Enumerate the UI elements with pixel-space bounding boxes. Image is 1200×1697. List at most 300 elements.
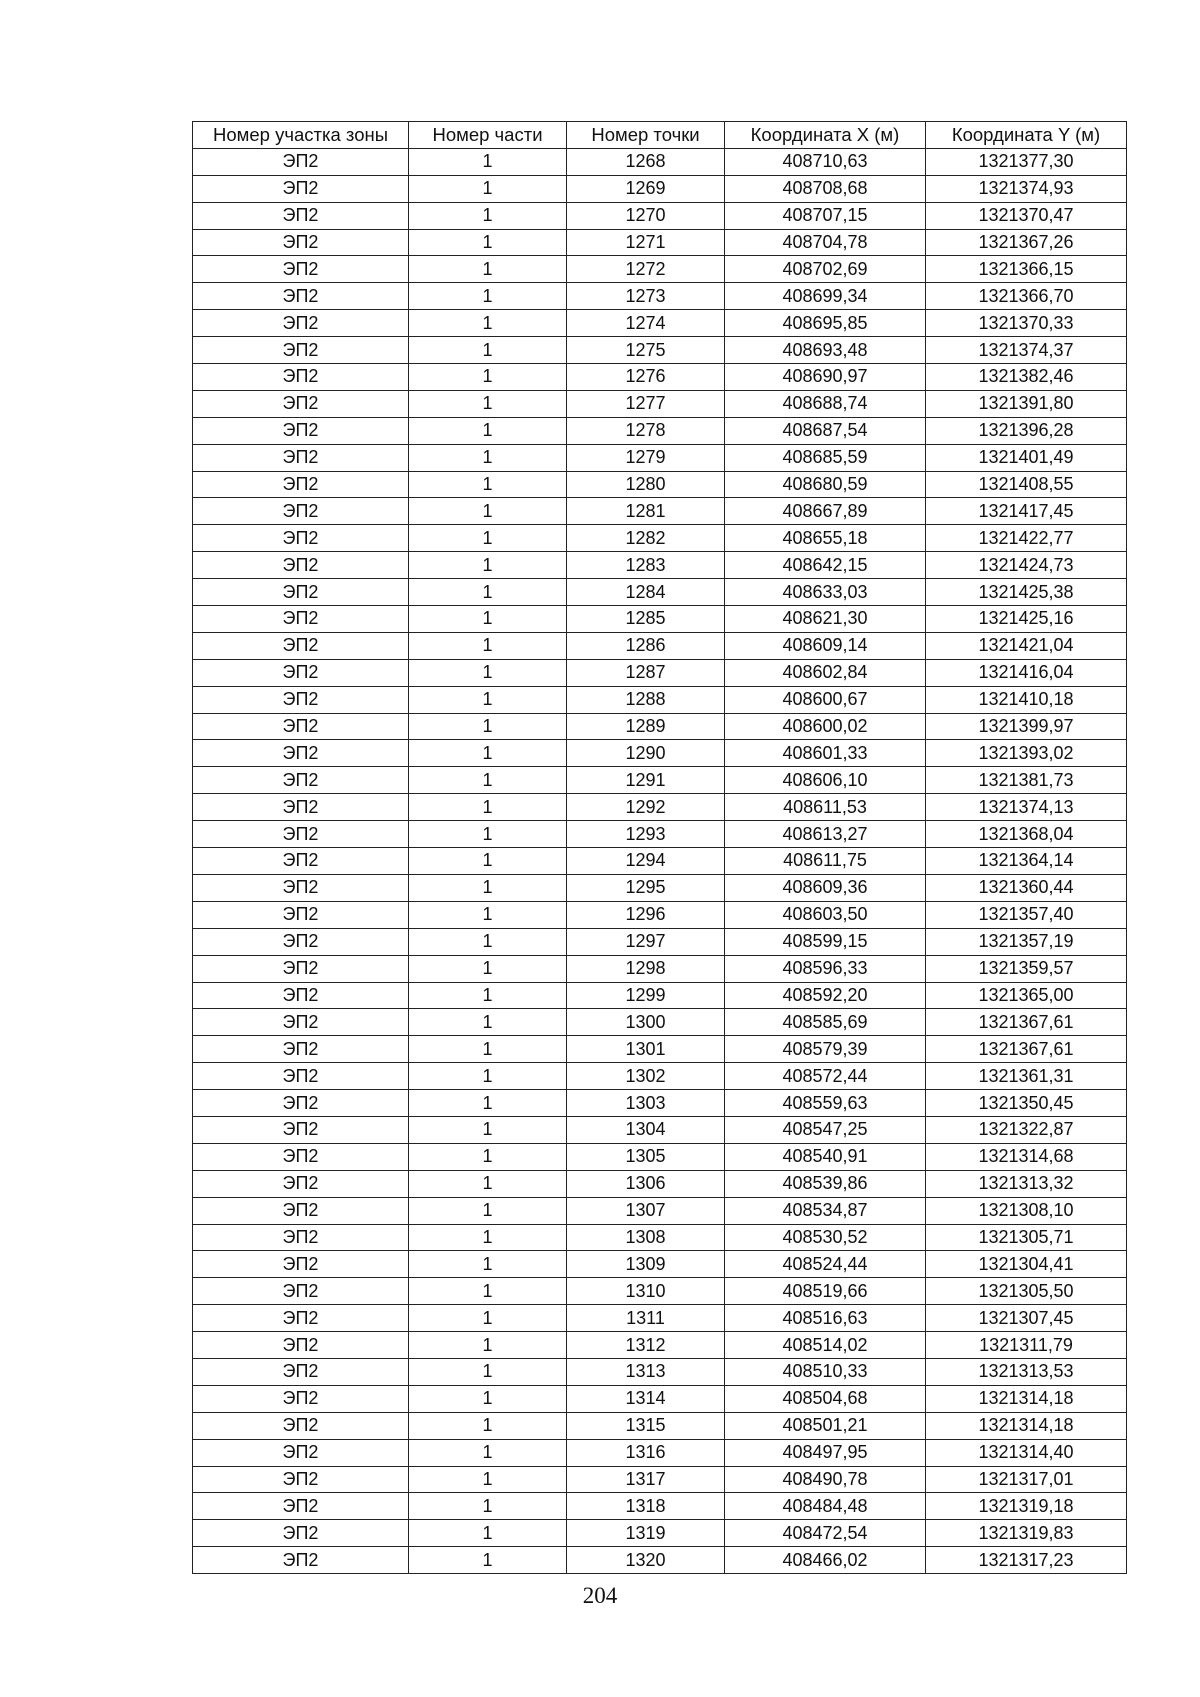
cell-zone-section: ЭП2	[193, 955, 409, 982]
table-row	[193, 202, 1127, 229]
table-row	[193, 874, 1127, 901]
cell-point-number: 1320	[567, 1547, 725, 1574]
cell-part-number: 1	[409, 874, 567, 901]
coordinates-table	[192, 121, 1127, 1574]
cell-point-number: 1293	[567, 821, 725, 848]
cell-part-number: 1	[409, 1358, 567, 1385]
cell-zone-section: ЭП2	[193, 175, 409, 202]
cell-coordinate-y: 1321374,37	[926, 337, 1127, 364]
cell-coordinate-x: 408702,69	[725, 256, 926, 283]
cell-zone-section: ЭП2	[193, 1090, 409, 1117]
table-row	[193, 1170, 1127, 1197]
cell-coordinate-x: 408592,20	[725, 982, 926, 1009]
cell-coordinate-y: 1321399,97	[926, 713, 1127, 740]
cell-coordinate-x: 408516,63	[725, 1305, 926, 1332]
cell-coordinate-x: 408695,85	[725, 310, 926, 337]
table-row	[193, 1412, 1127, 1439]
cell-zone-section: ЭП2	[193, 982, 409, 1009]
cell-part-number: 1	[409, 794, 567, 821]
cell-point-number: 1316	[567, 1439, 725, 1466]
cell-point-number: 1319	[567, 1520, 725, 1547]
cell-point-number: 1286	[567, 632, 725, 659]
cell-coordinate-x: 408490,78	[725, 1466, 926, 1493]
cell-coordinate-y: 1321317,23	[926, 1547, 1127, 1574]
cell-coordinate-y: 1321308,10	[926, 1197, 1127, 1224]
cell-coordinate-y: 1321311,79	[926, 1332, 1127, 1359]
cell-part-number: 1	[409, 1009, 567, 1036]
cell-point-number: 1279	[567, 444, 725, 471]
table-row	[193, 337, 1127, 364]
cell-point-number: 1295	[567, 874, 725, 901]
cell-coordinate-y: 1321350,45	[926, 1090, 1127, 1117]
cell-point-number: 1299	[567, 982, 725, 1009]
cell-coordinate-y: 1321360,44	[926, 874, 1127, 901]
cell-coordinate-y: 1321305,71	[926, 1224, 1127, 1251]
table-row	[193, 1493, 1127, 1520]
cell-coordinate-x: 408497,95	[725, 1439, 926, 1466]
cell-coordinate-x: 408601,33	[725, 740, 926, 767]
cell-zone-section: ЭП2	[193, 1143, 409, 1170]
table-row	[193, 498, 1127, 525]
cell-coordinate-x: 408603,50	[725, 901, 926, 928]
cell-zone-section: ЭП2	[193, 1520, 409, 1547]
table-row	[193, 794, 1127, 821]
cell-coordinate-x: 408472,54	[725, 1520, 926, 1547]
cell-zone-section: ЭП2	[193, 1466, 409, 1493]
cell-coordinate-x: 408600,67	[725, 686, 926, 713]
cell-zone-section: ЭП2	[193, 552, 409, 579]
page-number: 204	[582, 1583, 618, 1608]
cell-coordinate-y: 1321305,50	[926, 1278, 1127, 1305]
cell-coordinate-x: 408688,74	[725, 390, 926, 417]
cell-zone-section: ЭП2	[193, 821, 409, 848]
cell-part-number: 1	[409, 928, 567, 955]
cell-part-number: 1	[409, 1090, 567, 1117]
cell-zone-section: ЭП2	[193, 202, 409, 229]
cell-point-number: 1280	[567, 471, 725, 498]
cell-point-number: 1301	[567, 1036, 725, 1063]
cell-coordinate-x: 408602,84	[725, 659, 926, 686]
cell-zone-section: ЭП2	[193, 659, 409, 686]
cell-point-number: 1289	[567, 713, 725, 740]
cell-zone-section: ЭП2	[193, 632, 409, 659]
cell-coordinate-y: 1321314,18	[926, 1412, 1127, 1439]
cell-zone-section: ЭП2	[193, 1305, 409, 1332]
cell-coordinate-x: 408600,02	[725, 713, 926, 740]
cell-coordinate-x: 408710,63	[725, 148, 926, 175]
cell-point-number: 1281	[567, 498, 725, 525]
cell-zone-section: ЭП2	[193, 364, 409, 391]
cell-part-number: 1	[409, 1197, 567, 1224]
cell-zone-section: ЭП2	[193, 901, 409, 928]
cell-coordinate-y: 1321401,49	[926, 444, 1127, 471]
cell-point-number: 1288	[567, 686, 725, 713]
cell-zone-section: ЭП2	[193, 713, 409, 740]
cell-coordinate-x: 408572,44	[725, 1063, 926, 1090]
cell-point-number: 1268	[567, 148, 725, 175]
table-row	[193, 444, 1127, 471]
table-row	[193, 364, 1127, 391]
cell-coordinate-y: 1321366,15	[926, 256, 1127, 283]
cell-part-number: 1	[409, 955, 567, 982]
cell-coordinate-y: 1321374,93	[926, 175, 1127, 202]
cell-point-number: 1283	[567, 552, 725, 579]
table-row	[193, 256, 1127, 283]
table-row	[193, 1036, 1127, 1063]
cell-part-number: 1	[409, 1547, 567, 1574]
cell-coordinate-x: 408606,10	[725, 767, 926, 794]
cell-point-number: 1306	[567, 1170, 725, 1197]
cell-part-number: 1	[409, 1466, 567, 1493]
table-row	[193, 659, 1127, 686]
cell-part-number: 1	[409, 1143, 567, 1170]
cell-part-number: 1	[409, 390, 567, 417]
cell-zone-section: ЭП2	[193, 525, 409, 552]
table-row	[193, 1305, 1127, 1332]
cell-coordinate-y: 1321370,47	[926, 202, 1127, 229]
cell-coordinate-x: 408704,78	[725, 229, 926, 256]
table-row	[193, 229, 1127, 256]
cell-coordinate-y: 1321319,18	[926, 1493, 1127, 1520]
cell-point-number: 1276	[567, 364, 725, 391]
cell-part-number: 1	[409, 821, 567, 848]
cell-coordinate-y: 1321410,18	[926, 686, 1127, 713]
cell-coordinate-y: 1321317,01	[926, 1466, 1127, 1493]
cell-coordinate-x: 408690,97	[725, 364, 926, 391]
table-row	[193, 1520, 1127, 1547]
cell-point-number: 1314	[567, 1385, 725, 1412]
table-row	[193, 821, 1127, 848]
cell-zone-section: ЭП2	[193, 606, 409, 633]
cell-part-number: 1	[409, 767, 567, 794]
cell-zone-section: ЭП2	[193, 1224, 409, 1251]
cell-coordinate-y: 1321361,31	[926, 1063, 1127, 1090]
cell-coordinate-y: 1321425,16	[926, 606, 1127, 633]
cell-point-number: 1294	[567, 848, 725, 875]
cell-zone-section: ЭП2	[193, 1547, 409, 1574]
table-row	[193, 1143, 1127, 1170]
table-row	[193, 471, 1127, 498]
cell-coordinate-x: 408540,91	[725, 1143, 926, 1170]
cell-coordinate-y: 1321367,61	[926, 1036, 1127, 1063]
cell-coordinate-x: 408524,44	[725, 1251, 926, 1278]
table-row	[193, 848, 1127, 875]
cell-part-number: 1	[409, 632, 567, 659]
cell-part-number: 1	[409, 1251, 567, 1278]
table-row	[193, 632, 1127, 659]
cell-point-number: 1274	[567, 310, 725, 337]
table-row	[193, 175, 1127, 202]
cell-zone-section: ЭП2	[193, 1358, 409, 1385]
cell-point-number: 1271	[567, 229, 725, 256]
cell-coordinate-x: 408504,68	[725, 1385, 926, 1412]
table-row	[193, 1466, 1127, 1493]
table-row	[193, 1385, 1127, 1412]
table-row	[193, 713, 1127, 740]
cell-point-number: 1270	[567, 202, 725, 229]
cell-coordinate-y: 1321313,53	[926, 1358, 1127, 1385]
cell-zone-section: ЭП2	[193, 283, 409, 310]
cell-part-number: 1	[409, 310, 567, 337]
cell-part-number: 1	[409, 1412, 567, 1439]
table-row	[193, 1332, 1127, 1359]
cell-coordinate-x: 408667,89	[725, 498, 926, 525]
cell-coordinate-x: 408519,66	[725, 1278, 926, 1305]
cell-coordinate-x: 408579,39	[725, 1036, 926, 1063]
table-header-row	[193, 122, 1127, 149]
cell-part-number: 1	[409, 444, 567, 471]
table-row	[193, 283, 1127, 310]
cell-part-number: 1	[409, 1439, 567, 1466]
cell-part-number: 1	[409, 1520, 567, 1547]
header-coordinate-y: Координата Y (м)	[926, 122, 1127, 149]
table-row	[193, 982, 1127, 1009]
cell-coordinate-y: 1321365,00	[926, 982, 1127, 1009]
cell-zone-section: ЭП2	[193, 148, 409, 175]
table-row	[193, 1358, 1127, 1385]
cell-part-number: 1	[409, 1278, 567, 1305]
cell-zone-section: ЭП2	[193, 1385, 409, 1412]
cell-zone-section: ЭП2	[193, 767, 409, 794]
cell-coordinate-x: 408596,33	[725, 955, 926, 982]
cell-zone-section: ЭП2	[193, 471, 409, 498]
cell-zone-section: ЭП2	[193, 1439, 409, 1466]
table-row	[193, 525, 1127, 552]
cell-point-number: 1318	[567, 1493, 725, 1520]
cell-zone-section: ЭП2	[193, 1332, 409, 1359]
cell-coordinate-x: 408559,63	[725, 1090, 926, 1117]
cell-point-number: 1317	[567, 1466, 725, 1493]
cell-point-number: 1304	[567, 1116, 725, 1143]
cell-zone-section: ЭП2	[193, 498, 409, 525]
cell-point-number: 1277	[567, 390, 725, 417]
cell-zone-section: ЭП2	[193, 337, 409, 364]
cell-coordinate-x: 408642,15	[725, 552, 926, 579]
cell-zone-section: ЭП2	[193, 848, 409, 875]
cell-part-number: 1	[409, 1385, 567, 1412]
table-row	[193, 552, 1127, 579]
cell-point-number: 1307	[567, 1197, 725, 1224]
cell-part-number: 1	[409, 283, 567, 310]
cell-coordinate-x: 408534,87	[725, 1197, 926, 1224]
cell-coordinate-y: 1321377,30	[926, 148, 1127, 175]
cell-coordinate-x: 408687,54	[725, 417, 926, 444]
cell-part-number: 1	[409, 1305, 567, 1332]
cell-coordinate-x: 408585,69	[725, 1009, 926, 1036]
cell-zone-section: ЭП2	[193, 417, 409, 444]
table-row	[193, 767, 1127, 794]
table-row	[193, 1009, 1127, 1036]
cell-part-number: 1	[409, 740, 567, 767]
cell-coordinate-x: 408680,59	[725, 471, 926, 498]
cell-coordinate-y: 1321313,32	[926, 1170, 1127, 1197]
table-row	[193, 148, 1127, 175]
cell-coordinate-x: 408611,53	[725, 794, 926, 821]
table-row	[193, 928, 1127, 955]
table-row	[193, 310, 1127, 337]
cell-zone-section: ЭП2	[193, 686, 409, 713]
cell-point-number: 1282	[567, 525, 725, 552]
cell-point-number: 1278	[567, 417, 725, 444]
cell-coordinate-y: 1321396,28	[926, 417, 1127, 444]
cell-zone-section: ЭП2	[193, 740, 409, 767]
table-row	[193, 1224, 1127, 1251]
cell-part-number: 1	[409, 1116, 567, 1143]
cell-part-number: 1	[409, 1493, 567, 1520]
table-row	[193, 1116, 1127, 1143]
cell-coordinate-x: 408613,27	[725, 821, 926, 848]
table-row	[193, 1251, 1127, 1278]
cell-part-number: 1	[409, 364, 567, 391]
cell-point-number: 1269	[567, 175, 725, 202]
cell-coordinate-y: 1321314,40	[926, 1439, 1127, 1466]
table-row	[193, 1063, 1127, 1090]
cell-coordinate-y: 1321314,18	[926, 1385, 1127, 1412]
cell-zone-section: ЭП2	[193, 1063, 409, 1090]
cell-coordinate-x: 408466,02	[725, 1547, 926, 1574]
cell-coordinate-y: 1321314,68	[926, 1143, 1127, 1170]
cell-part-number: 1	[409, 1332, 567, 1359]
table-row	[193, 1090, 1127, 1117]
cell-part-number: 1	[409, 256, 567, 283]
cell-coordinate-y: 1321367,61	[926, 1009, 1127, 1036]
cell-zone-section: ЭП2	[193, 1009, 409, 1036]
cell-part-number: 1	[409, 848, 567, 875]
cell-part-number: 1	[409, 606, 567, 633]
cell-coordinate-y: 1321370,33	[926, 310, 1127, 337]
cell-coordinate-x: 408621,30	[725, 606, 926, 633]
cell-zone-section: ЭП2	[193, 390, 409, 417]
cell-part-number: 1	[409, 471, 567, 498]
table-body	[193, 148, 1127, 1573]
cell-part-number: 1	[409, 579, 567, 606]
cell-point-number: 1284	[567, 579, 725, 606]
cell-coordinate-y: 1321391,80	[926, 390, 1127, 417]
cell-zone-section: ЭП2	[193, 1278, 409, 1305]
cell-point-number: 1292	[567, 794, 725, 821]
cell-coordinate-y: 1321359,57	[926, 955, 1127, 982]
cell-coordinate-y: 1321357,40	[926, 901, 1127, 928]
table-row	[193, 1547, 1127, 1574]
cell-coordinate-y: 1321322,87	[926, 1116, 1127, 1143]
cell-point-number: 1291	[567, 767, 725, 794]
cell-zone-section: ЭП2	[193, 1493, 409, 1520]
cell-coordinate-y: 1321424,73	[926, 552, 1127, 579]
cell-part-number: 1	[409, 552, 567, 579]
cell-zone-section: ЭП2	[193, 928, 409, 955]
cell-coordinate-y: 1321421,04	[926, 632, 1127, 659]
cell-point-number: 1285	[567, 606, 725, 633]
cell-coordinate-x: 408484,48	[725, 1493, 926, 1520]
cell-zone-section: ЭП2	[193, 1197, 409, 1224]
header-point-number: Номер точки	[567, 122, 725, 149]
cell-coordinate-y: 1321374,13	[926, 794, 1127, 821]
cell-point-number: 1297	[567, 928, 725, 955]
cell-point-number: 1315	[567, 1412, 725, 1439]
cell-part-number: 1	[409, 901, 567, 928]
cell-zone-section: ЭП2	[193, 579, 409, 606]
cell-part-number: 1	[409, 148, 567, 175]
cell-coordinate-x: 408510,33	[725, 1358, 926, 1385]
cell-coordinate-y: 1321393,02	[926, 740, 1127, 767]
cell-coordinate-x: 408530,52	[725, 1224, 926, 1251]
cell-zone-section: ЭП2	[193, 1412, 409, 1439]
cell-coordinate-y: 1321422,77	[926, 525, 1127, 552]
cell-coordinate-x: 408611,75	[725, 848, 926, 875]
table-row	[193, 390, 1127, 417]
cell-part-number: 1	[409, 498, 567, 525]
cell-part-number: 1	[409, 1036, 567, 1063]
cell-coordinate-y: 1321425,38	[926, 579, 1127, 606]
cell-zone-section: ЭП2	[193, 1170, 409, 1197]
cell-point-number: 1300	[567, 1009, 725, 1036]
cell-coordinate-x: 408599,15	[725, 928, 926, 955]
cell-coordinate-x: 408609,14	[725, 632, 926, 659]
cell-point-number: 1290	[567, 740, 725, 767]
table-row	[193, 1197, 1127, 1224]
cell-coordinate-x: 408609,36	[725, 874, 926, 901]
table-row	[193, 686, 1127, 713]
cell-point-number: 1296	[567, 901, 725, 928]
cell-coordinate-y: 1321307,45	[926, 1305, 1127, 1332]
cell-part-number: 1	[409, 659, 567, 686]
header-coordinate-x: Координата X (м)	[725, 122, 926, 149]
cell-part-number: 1	[409, 175, 567, 202]
cell-coordinate-x: 408514,02	[725, 1332, 926, 1359]
cell-point-number: 1272	[567, 256, 725, 283]
cell-coordinate-y: 1321381,73	[926, 767, 1127, 794]
table-row	[193, 740, 1127, 767]
cell-point-number: 1305	[567, 1143, 725, 1170]
cell-coordinate-y: 1321417,45	[926, 498, 1127, 525]
cell-point-number: 1309	[567, 1251, 725, 1278]
cell-part-number: 1	[409, 202, 567, 229]
cell-zone-section: ЭП2	[193, 444, 409, 471]
cell-coordinate-y: 1321368,04	[926, 821, 1127, 848]
cell-part-number: 1	[409, 686, 567, 713]
cell-part-number: 1	[409, 229, 567, 256]
table-row	[193, 1439, 1127, 1466]
cell-coordinate-x: 408707,15	[725, 202, 926, 229]
header-part-number: Номер части	[409, 122, 567, 149]
cell-coordinate-y: 1321366,70	[926, 283, 1127, 310]
table-row	[193, 579, 1127, 606]
cell-coordinate-y: 1321364,14	[926, 848, 1127, 875]
cell-coordinate-x: 408655,18	[725, 525, 926, 552]
table-row	[193, 901, 1127, 928]
table-row	[193, 606, 1127, 633]
cell-coordinate-x: 408547,25	[725, 1116, 926, 1143]
cell-zone-section: ЭП2	[193, 310, 409, 337]
cell-point-number: 1273	[567, 283, 725, 310]
table-row	[193, 955, 1127, 982]
cell-coordinate-y: 1321304,41	[926, 1251, 1127, 1278]
cell-part-number: 1	[409, 525, 567, 552]
cell-coordinate-x: 408633,03	[725, 579, 926, 606]
cell-point-number: 1275	[567, 337, 725, 364]
table-row	[193, 1278, 1127, 1305]
cell-point-number: 1308	[567, 1224, 725, 1251]
cell-zone-section: ЭП2	[193, 874, 409, 901]
cell-point-number: 1311	[567, 1305, 725, 1332]
cell-part-number: 1	[409, 982, 567, 1009]
cell-coordinate-x: 408501,21	[725, 1412, 926, 1439]
cell-point-number: 1287	[567, 659, 725, 686]
cell-zone-section: ЭП2	[193, 794, 409, 821]
cell-coordinate-x: 408699,34	[725, 283, 926, 310]
cell-part-number: 1	[409, 1063, 567, 1090]
cell-point-number: 1303	[567, 1090, 725, 1117]
